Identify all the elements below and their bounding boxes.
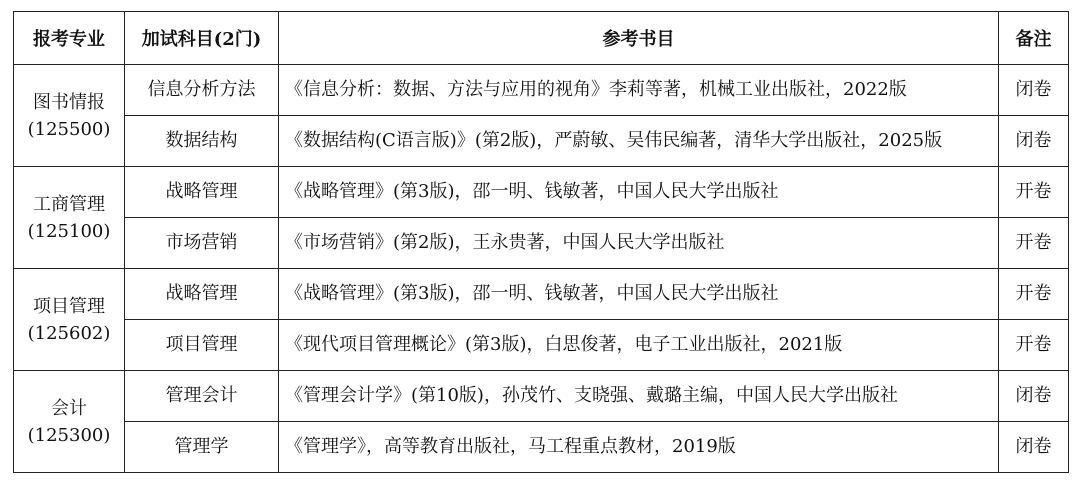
header-row xyxy=(14,12,1069,65)
book-cell: 《管理学》，高等教育出版社，马工程重点教材，2019版 xyxy=(279,422,999,473)
major-code: (125602) xyxy=(27,322,111,344)
major-code: (125100) xyxy=(27,220,111,242)
table-row xyxy=(14,65,1069,116)
major-cell xyxy=(14,167,125,269)
major-cell xyxy=(14,65,125,167)
major-cell xyxy=(14,371,125,473)
book-cell: 《战略管理》(第3版)，邵一明、钱敏著，中国人民大学出版社 xyxy=(279,269,999,320)
subject-cell: 战略管理 xyxy=(125,167,279,218)
subject-cell: 战略管理 xyxy=(125,269,279,320)
header-note: 备注 xyxy=(999,12,1069,65)
major-name: 工商管理 xyxy=(33,193,105,215)
table-row xyxy=(14,422,1069,473)
table-body xyxy=(14,65,1069,473)
header-subject: 加试科目(2门) xyxy=(125,12,279,65)
note-cell: 开卷 xyxy=(999,269,1069,320)
table-row xyxy=(14,218,1069,269)
table-row xyxy=(14,371,1069,422)
subject-cell: 信息分析方法 xyxy=(125,65,279,116)
major-name: 会计 xyxy=(51,397,87,419)
subject-cell: 管理学 xyxy=(125,422,279,473)
book-cell: 《数据结构(C语言版)》(第2版)，严蔚敏、吴伟民编著，清华大学出版社，2025版 xyxy=(279,116,999,167)
table-header xyxy=(14,12,1069,65)
exam-book-table xyxy=(13,11,1069,473)
header-books: 参考书目 xyxy=(279,12,999,65)
subject-cell: 市场营销 xyxy=(125,218,279,269)
subject-cell: 管理会计 xyxy=(125,371,279,422)
major-name: 项目管理 xyxy=(33,295,105,317)
header-major: 报考专业 xyxy=(14,12,125,65)
note-cell: 开卷 xyxy=(999,167,1069,218)
note-cell: 闭卷 xyxy=(999,65,1069,116)
subject-cell: 数据结构 xyxy=(125,116,279,167)
note-cell: 闭卷 xyxy=(999,371,1069,422)
major-code: (125300) xyxy=(27,424,111,446)
table-row xyxy=(14,320,1069,371)
book-cell: 《管理会计学》(第10版)，孙茂竹、支晓强、戴璐主编，中国人民大学出版社 xyxy=(279,371,999,422)
note-cell: 开卷 xyxy=(999,218,1069,269)
major-name: 图书情报 xyxy=(33,91,105,113)
book-cell: 《战略管理》(第3版)，邵一明、钱敏著，中国人民大学出版社 xyxy=(279,167,999,218)
major-cell xyxy=(14,269,125,371)
table-row xyxy=(14,116,1069,167)
note-cell: 闭卷 xyxy=(999,422,1069,473)
note-cell: 闭卷 xyxy=(999,116,1069,167)
note-cell: 开卷 xyxy=(999,320,1069,371)
subject-cell: 项目管理 xyxy=(125,320,279,371)
book-cell: 《信息分析：数据、方法与应用的视角》李莉等著，机械工业出版社，2022版 xyxy=(279,65,999,116)
table-row xyxy=(14,167,1069,218)
table-row xyxy=(14,269,1069,320)
book-cell: 《现代项目管理概论》(第3版)，白思俊著，电子工业出版社，2021版 xyxy=(279,320,999,371)
book-cell: 《市场营销》(第2版)，王永贵著，中国人民大学出版社 xyxy=(279,218,999,269)
major-code: (125500) xyxy=(27,118,111,140)
